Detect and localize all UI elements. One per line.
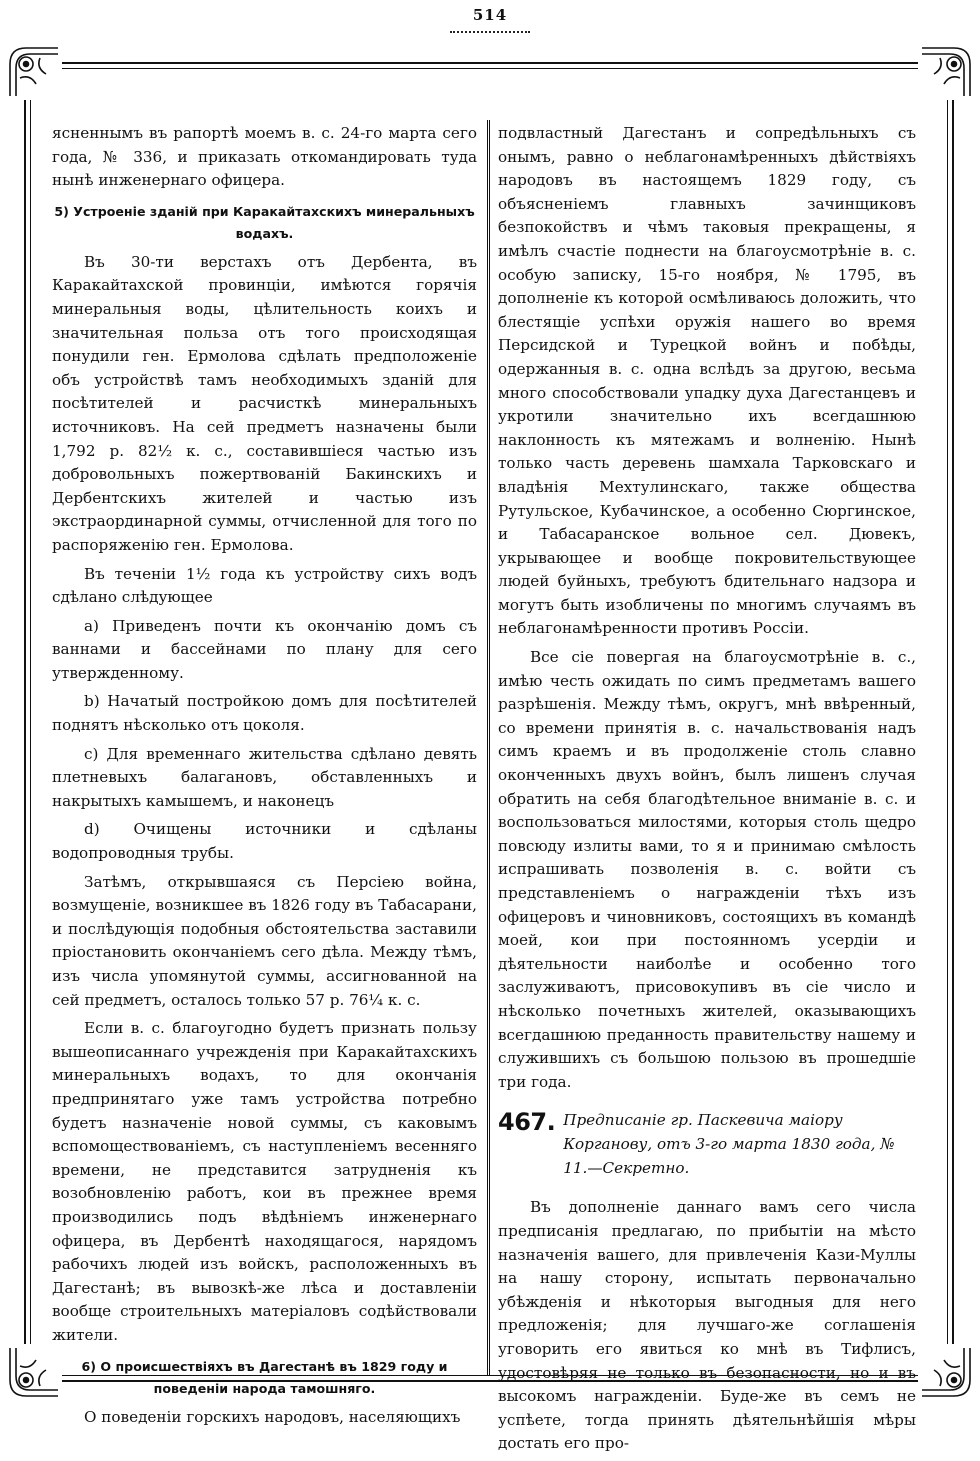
corner-ornament-icon bbox=[918, 44, 974, 100]
paragraph: Если в. с. благоугодно будетъ признать пользу вышеописаннаго учрежденія при Каракайтахскихъ минеральныхъ водахъ, то для окончанія предпринятаго уже тамъ устройства потребно будетъ назначеніе новой суммы, съ каковымъ вспомоществованіемъ, съ наступленіемъ весенняго времени, не представится затрудненія къ возобновленію работъ, кои въ прежнее время производились подъ вѣдѣніемъ инженернаго офицера, въ Дербентѣ находящагося, нарядомъ рабочихъ людей изъ войскъ, расположенныхъ въ Дагестанѣ; въ вывозкѣ-же лѣса и доставленіи вообще строительныхъ матеріаловъ содѣйствовали жители. bbox=[52, 1019, 477, 1344]
list-item-d: d) Очищены источники и сдѣланы водопроводныя трубы. bbox=[52, 820, 477, 863]
paragraph: ясненнымъ въ рапортѣ моемъ в. с. 24-го марта сего года, № 336, и приказать откомандировать туда нынѣ инженернаго офицера. bbox=[52, 124, 477, 190]
paragraph: подвластный Дагестанъ и сопредѣльныхъ съ онымъ, равно о неблагонамѣренныхъ дѣйствіяхъ народовъ въ настоящемъ 1829 году, съ объясненіемъ главныхъ зачинщиковъ безпокойствъ и чѣмъ таковыя прекращены, я имѣлъ счастіе поднести на благоусмотрѣніе в. с. особую записку, 15-го ноября, № 1795, въ дополненіе къ которой осмѣливаюсь доложить, что блестящіе успѣхи оружія нашего во время Персидской и Турецкой войнъ и побѣды, одержанныя в. с. одна вслѣдъ за другою, весьма много способствовали упадку духа Дагестанцевъ и укротили значительно ихъ всегдашнюю наклонность къ мятежамъ и волненію. Нынѣ только часть деревень шамхала Тарковскаго и владѣнія Мехтулинскаго, также общества Рутульское, Кубачинское, а особенно Сюргинское, и Табасаранское вольное сел. Дювекъ, укрывающее и вообще покровительствующее людей буйныхъ, требуютъ бдительнаго надзора и могутъ быть изобличены по многимъ случаямъ въ неблагонамѣренности противъ Россіи. bbox=[498, 124, 916, 638]
corner-ornament-icon bbox=[6, 44, 62, 100]
list-item-b: b) Начатый постройкою домъ для посѣтителей поднятъ нѣсколько отъ цоколя. bbox=[52, 692, 477, 735]
paragraph: Все сіе повергая на благоусмотрѣніе в. с., имѣю честь ожидать по симъ предметамъ вашего разрѣшенія. Между тѣмъ, округъ, мнѣ ввѣренный, со времени принятія в. с. начальствованія надъ симъ краемъ и въ продолженіе столь славно оконченныхъ двухъ войнъ, былъ лишенъ случая обратить на себя благодѣтельное вниманіе в. с. и воспользоваться милостями, которыя столь щедро повсюду излиты вами, то я и принимаю смѣлость испрашивать позволенія в. с. войти съ представленіемъ о награжденіи тѣхъ изъ офицеровъ и чиновниковъ, состоящихъ въ командѣ моей, кои при постоянномъ усердіи и дѣятельности наиболѣе и особенно того заслуживаютъ, присовокупивъ въ сіе число и нѣсколько почетныхъ жителей, оказывающихъ всегдашнюю преданность правительству нашему и служившихъ съ большою пользою въ прошедшіе три года. bbox=[498, 648, 916, 1091]
paragraph: О поведеніи горскихъ народовъ, населяющихъ bbox=[84, 1407, 461, 1426]
list-item-a: a) Приведенъ почти къ окончанію домъ съ ваннами и бассейнами по плану для сего утвержденному. bbox=[52, 616, 477, 682]
section-heading-5: 5) Устроеніе зданій при Каракайтахскихъ минеральныхъ водахъ. bbox=[54, 203, 475, 241]
list-item-c: c) Для временнаго жительства сдѣлано девять плетневыхъ балагановъ, обставленныхъ и накрытыхъ камышемъ, и наконецъ bbox=[52, 744, 477, 810]
paragraph: Затѣмъ, открывшаяся съ Персіею война, возмущеніе, возникшее въ 1826 году въ Табасарани, и послѣдующія подобныя обстоятельства заставили пріостановить окончаніемъ сего дѣла. Между тѣмъ, изъ числа упомянутой суммы, ассигнованной на сей предметъ, осталось только 57 р. 76¼ к. с. bbox=[52, 872, 477, 1009]
paragraph: Въ дополненіе даннаго вамъ сего числа предписанія предлагаю, по прибытіи на мѣсто назначенія вашего, для привлеченія Кази-Муллы на нашу сторону, испытать первоначально убѣжденія и нѣкоторыя выгодныя для него предложенія; для лучшаго-же соглашенія уговорить его явиться ко мнѣ въ Тифлисъ, удостовѣряя не только въ безопасности, но и въ высокомъ награжденіи. Буде-же въ семъ не успѣете, тогда принять дѣятельнѣйшія мѣры достать его про- bbox=[498, 1198, 916, 1453]
paragraph: Въ 30-ти верстахъ отъ Дербента, въ Каракайтахской провинціи, имѣются горячія минеральныя воды, цѣлительность коихъ и значительная польза отъ того происходящая понудили ген. Ермолова сдѣлать предположеніе объ устройствѣ тамъ необходимыхъ зданій для посѣтителей и расчисткѣ минеральныхъ источниковъ. На сей предметъ назначены были 1,792 р. 82½ к. с., составившіеся частью изъ добровольныхъ пожертвованій Бакинскихъ и Дербентскихъ жителей и частью изъ экстраординарной суммы, отчисленной для того по распоряженію ген. Ермолова. bbox=[52, 252, 477, 554]
paragraph: Въ теченіи 1½ года къ устройству сихъ водъ сдѣлано слѣдующее bbox=[52, 564, 477, 607]
corner-ornament-icon bbox=[918, 1344, 974, 1400]
document-title: Предписаніе гр. Паскевича маіору Корганову, отъ 3-го марта 1830 года, № 11.—Секретно. bbox=[563, 1111, 895, 1178]
document-heading bbox=[498, 1108, 916, 1180]
left-column bbox=[52, 122, 477, 1434]
column-divider bbox=[487, 120, 490, 1375]
page-number-underline bbox=[450, 28, 530, 33]
section-heading-6: 6) О происшествіяхъ въ Дагестанѣ въ 1829 году и поведеніи народа тамошняго. bbox=[81, 1358, 448, 1396]
page-number: 514 bbox=[472, 6, 508, 24]
document-number: 467. bbox=[498, 1108, 556, 1137]
right-column bbox=[498, 122, 916, 1461]
